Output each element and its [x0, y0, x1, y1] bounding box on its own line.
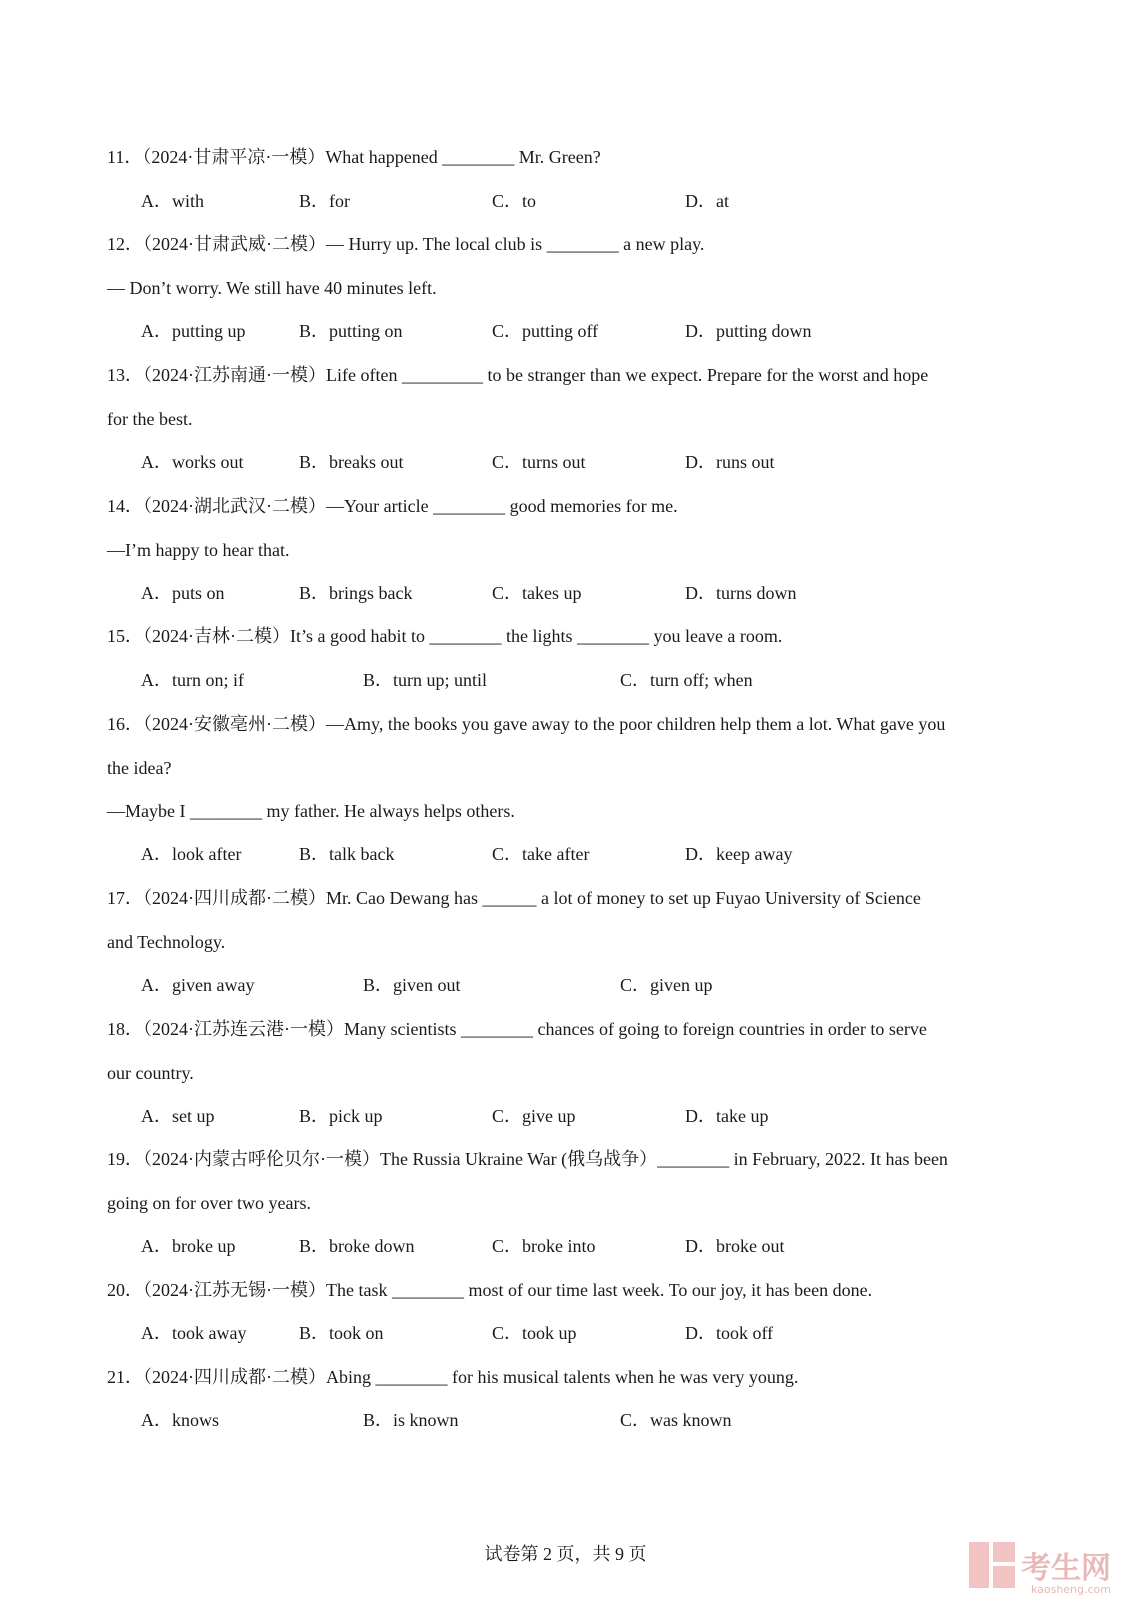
question-stem-continued: — Don’t worry. We still have 40 minutes left.: [107, 278, 437, 298]
watermark-logo-icon: [969, 1542, 1015, 1588]
answer-option: B．broke down: [299, 1236, 415, 1256]
answer-option: B．talk back: [299, 844, 395, 864]
answer-option: C．give up: [492, 1106, 576, 1126]
answer-option: B．given out: [363, 975, 461, 995]
question-stem-continued: for the best.: [107, 409, 193, 429]
answer-option: A．look after: [141, 844, 242, 864]
answer-option: D．at: [685, 191, 729, 211]
watermark: [969, 1542, 1111, 1588]
watermark-brand: 考生网: [1021, 1551, 1111, 1586]
question-stem: 12．（2024·甘肃武威·二模）— Hurry up. The local club is ________ a new play.: [107, 234, 705, 254]
question-stem-continued: and Technology.: [107, 932, 226, 952]
question-stem-continued: —Maybe I ________ my father. He always helps others.: [107, 801, 515, 821]
question-stem: 11．（2024·甘肃平凉·一模）What happened ________ Mr. Green?: [107, 147, 601, 167]
question-stem-continued: the idea?: [107, 758, 172, 778]
answer-option: A．given away: [141, 975, 255, 995]
answer-option: B．for: [299, 191, 350, 211]
question-stem: 16．（2024·安徽亳州·二模）—Amy, the books you gave away to the poor children help them a lot. What gave you: [107, 714, 946, 734]
answer-option: A．broke up: [141, 1236, 236, 1256]
answer-option: A．works out: [141, 452, 244, 472]
question-stem: 19．（2024·内蒙古呼伦贝尔·一模）The Russia Ukraine War (俄乌战争）________ in February, 2022. It has been: [107, 1149, 948, 1169]
answer-option: A．putting up: [141, 321, 246, 341]
answer-option: C．takes up: [492, 583, 582, 603]
question-stem: 20．（2024·江苏无锡·一模）The task ________ most of our time last week. To our joy, it has been done.: [107, 1280, 873, 1300]
answer-option: D．putting down: [685, 321, 812, 341]
answer-option: C．broke into: [492, 1236, 596, 1256]
question-stem: 17．（2024·四川成都·二模）Mr. Cao Dewang has ______ a lot of money to set up Fuyao University of Science: [107, 888, 921, 908]
question-stem-continued: going on for over two years.: [107, 1193, 311, 1213]
answer-option: B．took on: [299, 1323, 384, 1343]
answer-option: A．set up: [141, 1106, 215, 1126]
answer-option: C．take after: [492, 844, 590, 864]
answer-option: D．take up: [685, 1106, 769, 1126]
answer-option: A．knows: [141, 1410, 220, 1430]
answer-option: C．putting off: [492, 321, 599, 341]
answer-option: B．pick up: [299, 1106, 383, 1126]
question-stem: 15．（2024·吉林·二模）It’s a good habit to ________ the lights ________ you leave a room.: [107, 626, 783, 646]
answer-option: B．turn up; until: [363, 670, 488, 690]
answer-option: B．breaks out: [299, 452, 404, 472]
answer-option: B．brings back: [299, 583, 413, 603]
answer-option: B．putting on: [299, 321, 403, 341]
answer-option: D．took off: [685, 1323, 774, 1343]
question-stem: 18．（2024·江苏连云港·一模）Many scientists ________ chances of going to foreign countries in order to serve: [107, 1019, 927, 1039]
answer-option: A．puts on: [141, 583, 225, 603]
page-footer: 试卷第 2 页，共 9 页: [484, 1544, 647, 1564]
answer-option: C．to: [492, 191, 537, 211]
answer-option: C．turn off; when: [620, 670, 753, 690]
answer-option: C．turns out: [492, 452, 586, 472]
answer-option: D．runs out: [685, 452, 775, 472]
answer-option: A．turn on; if: [141, 670, 244, 690]
answer-option: A．with: [141, 191, 204, 211]
answer-option: C．took up: [492, 1323, 577, 1343]
question-stem: 14．（2024·湖北武汉·二模）—Your article ________ good memories for me.: [107, 496, 678, 516]
question-stem-continued: our country.: [107, 1063, 194, 1083]
answer-option: A．took away: [141, 1323, 247, 1343]
answer-option: D．broke out: [685, 1236, 785, 1256]
answer-option: B．is known: [363, 1410, 459, 1430]
answer-option: C．given up: [620, 975, 713, 995]
watermark-site: kaosheng.com: [1030, 1583, 1111, 1596]
answer-option: C．was known: [620, 1410, 732, 1430]
question-stem: 21．（2024·四川成都·二模）Abing ________ for his musical talents when he was very young.: [107, 1367, 799, 1387]
question-stem: 13．（2024·江苏南通·一模）Life often _________ to be stranger than we expect. Prepare for the worst and hope: [107, 365, 929, 385]
question-stem-continued: —I’m happy to hear that.: [107, 540, 290, 560]
answer-option: D．turns down: [685, 583, 797, 603]
answer-option: D．keep away: [685, 844, 793, 864]
